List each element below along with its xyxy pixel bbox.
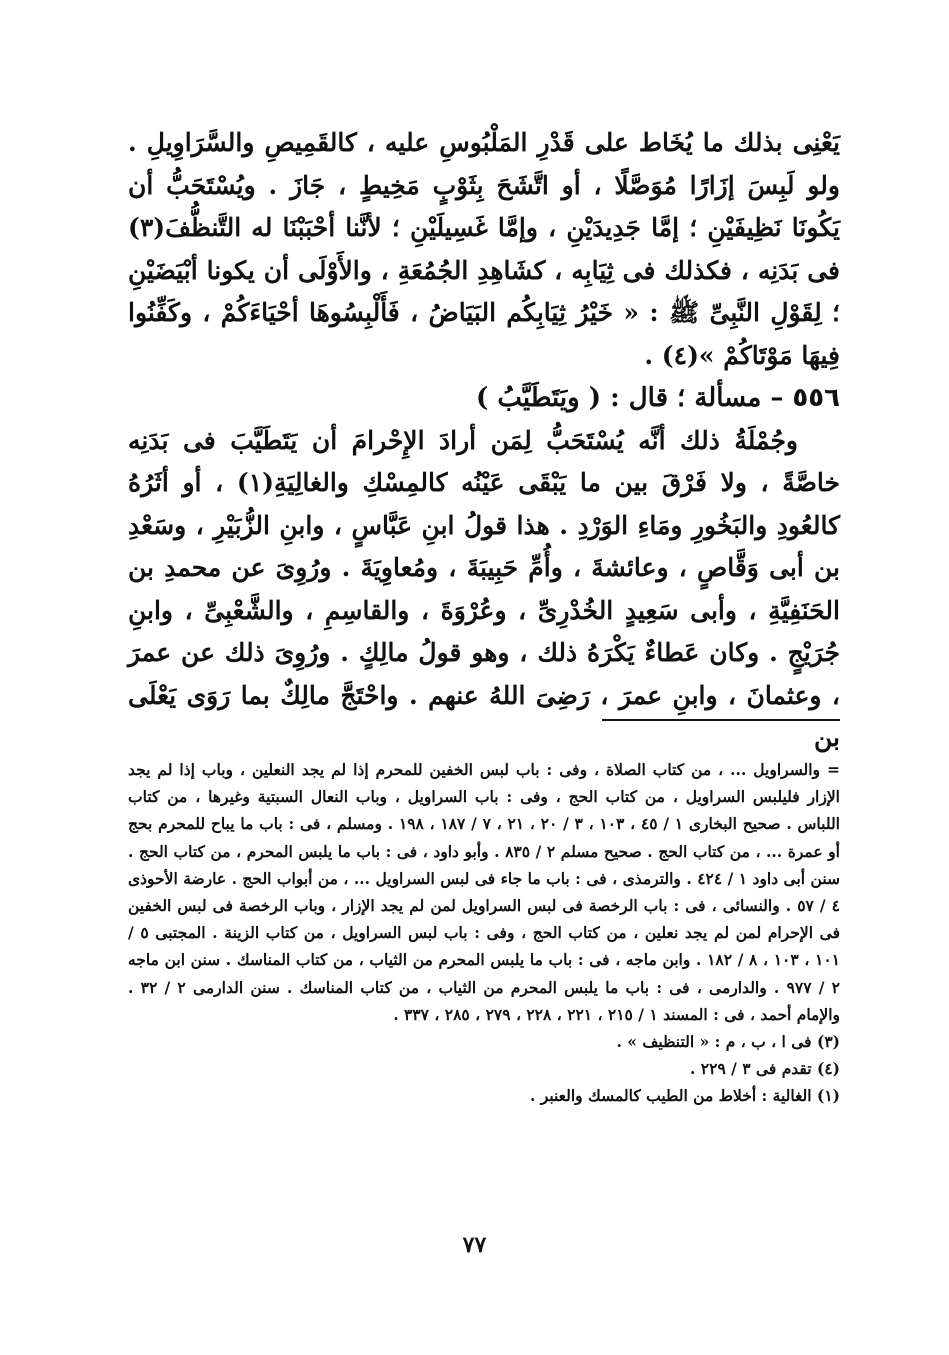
page-number: ٧٧	[462, 1232, 487, 1258]
paragraph-2: وجُمْلَةُ ذلك أنَّه يُسْتَحَبُّ لِمَن أرادَ الإِحْرامَ أن يَتَطَيَّبَ فى بَدَنِه خاصَّةً ، ولا فَرْقَ بين ما يَبْقَى عَيْنُه كالمِسْكِ والغالِيَةِ(١) ، أو أثَرُهُ كالعُودِ والبَخُورِ ومَاءِ الوَرْدِ . هذا قولُ ابنِ عَبَّاسٍ ، وابنِ الزُّبَيْرِ ، وسَعْدِ بن أبى وَقَّاصٍ ، وعائشةَ ، وأُمِّ حَبِيبَةَ ، ومُعاوِيَةَ . ورُوِىَ عن محمدِ بن الحَنَفِيَّةِ ، وأبى سَعِيدٍ الخُدْرِىِّ ، وعُرْوَةَ ، والقاسِمِ ، والشَّعْبِىِّ ، وابنِ جُرَيْجٍ . وكان عَطاءٌ يَكْرَهُ ذلك ، وهو قولُ مالِكٍ . ورُوِىَ ذلك عن عمرَ ، وعثمانَ ، وابنِ عمرَ ، رَضِىَ اللهُ عنهم . واحْتَجَّ مالِكٌ بما رَوَى يَعْلَى بن	[128, 425, 840, 752]
issue-heading	[128, 377, 840, 420]
footnote-4: (٤) تقدم فى ٣ / ٢٢٩ .	[690, 1059, 840, 1079]
footnotes	[128, 756, 840, 1110]
issue-number: ٥٥٦	[792, 383, 840, 413]
issue-title: – مسألة ؛ قال : ( ويَتَطَيَّبُ )	[476, 383, 784, 413]
main-text	[128, 122, 840, 760]
footnote-1: (١) الغالية : أخلاط من الطيب كالمسك والعنبر .	[529, 1086, 840, 1106]
footnote-3: (٣) فى ا ، ب ، م : « التنظيف » .	[616, 1032, 840, 1052]
footnote-continuation: = والسراويل ... ، من كتاب الصلاة ، وفى : باب لبس الخفين للمحرم إذا لم يجد النعلين ، وباب إذا لم يجد الإزار فليلبس السراويل ، من كتاب الحج ، وفى : باب السراويل ، وباب النعال السبتية وغيرها ، من كتاب اللباس . صحيح البخارى ١ / ٤٥ ، ١٠٣ ، ٣ / ٢٠ ، ٢١ ، ٧ / ١٨٧ ، ١٩٨ . ومسلم ، فى : باب ما يباح للمحرم بحج أو عمرة ... ، من كتاب الحج . صحيح مسلم ٢ / ٨٣٥ . وأبو داود ، فى : باب ما يلبس المحرم ، من كتاب الحج . سنن أبى داود ١ / ٤٢٤ . والترمذى ، فى : باب ما جاء فى لبس السراويل ... ، من أبواب الحج . عارضة الأحوذى ٤ / ٥٧ . والنسائى ، فى : باب الرخصة فى لبس السراويل لمن لم يجد الإزار ، وباب الرخصة فى لبس الخفين فى الإحرام لمن لم يجد نعلين ، من كتاب الحج ، وفى : باب لبس السراويل ، من كتاب الزينة . المجتبى ٥ / ١٠١ ، ١٠٣ ، ٨ / ١٨٢ . وابن ماجه ، فى : باب ما يلبس المحرم من الثياب ، من كتاب المناسك . سنن ابن ماجه ٢ / ٩٧٧ . والدارمى ، فى : باب ما يلبس المحرم من الثياب ، من كتاب المناسك . سنن الدارمى ٢ / ٣٢ . والإمام أحمد ، فى : المسند ١ / ٢١٥ ، ٢٢١ ، ٢٢٨ ، ٢٧٩ ، ٢٨٥ ، ٣٣٧ .	[128, 760, 840, 1024]
footnote-divider	[602, 719, 840, 721]
paragraph-1: يَعْنِى بذلك ما يُخَاط على قَدْرِ المَلْبُوسِ عليه ، كالقَمِيصِ والسَّرَاوِيلِ . ولو لَبِسَ إزَارًا مُوَصَّلًا ، أو اتَّشَحَ بِثَوْبٍ مَخِيطٍ ، جَازَ . ويُسْتَحَبُّ أن يَكُونَا نَظِيفَيْنِ ؛ إمَّا جَدِيدَيْنِ ، وإمَّا غَسِيلَيْنِ ؛ لأنَّنا أحْبَبْنَا له التَّنظُّفَ(٣) فى بَدَنِه ، فكذلك فى ثِيَابِه ، كشَاهِدِ الجُمُعَةِ ، والأَوْلَى أن يكونا أبْيَضَيْنِ ؛ لِقَوْلِ النَّبِىِّ ﷺ : « خَيْرُ ثِيَابِكُم البَيَاضُ ، فَأَلْبِسُوهَا أحْيَاءَكُمْ ، وكَفِّنُوا فِيهَا مَوْتَاكُمْ »(٤) .	[128, 128, 840, 370]
